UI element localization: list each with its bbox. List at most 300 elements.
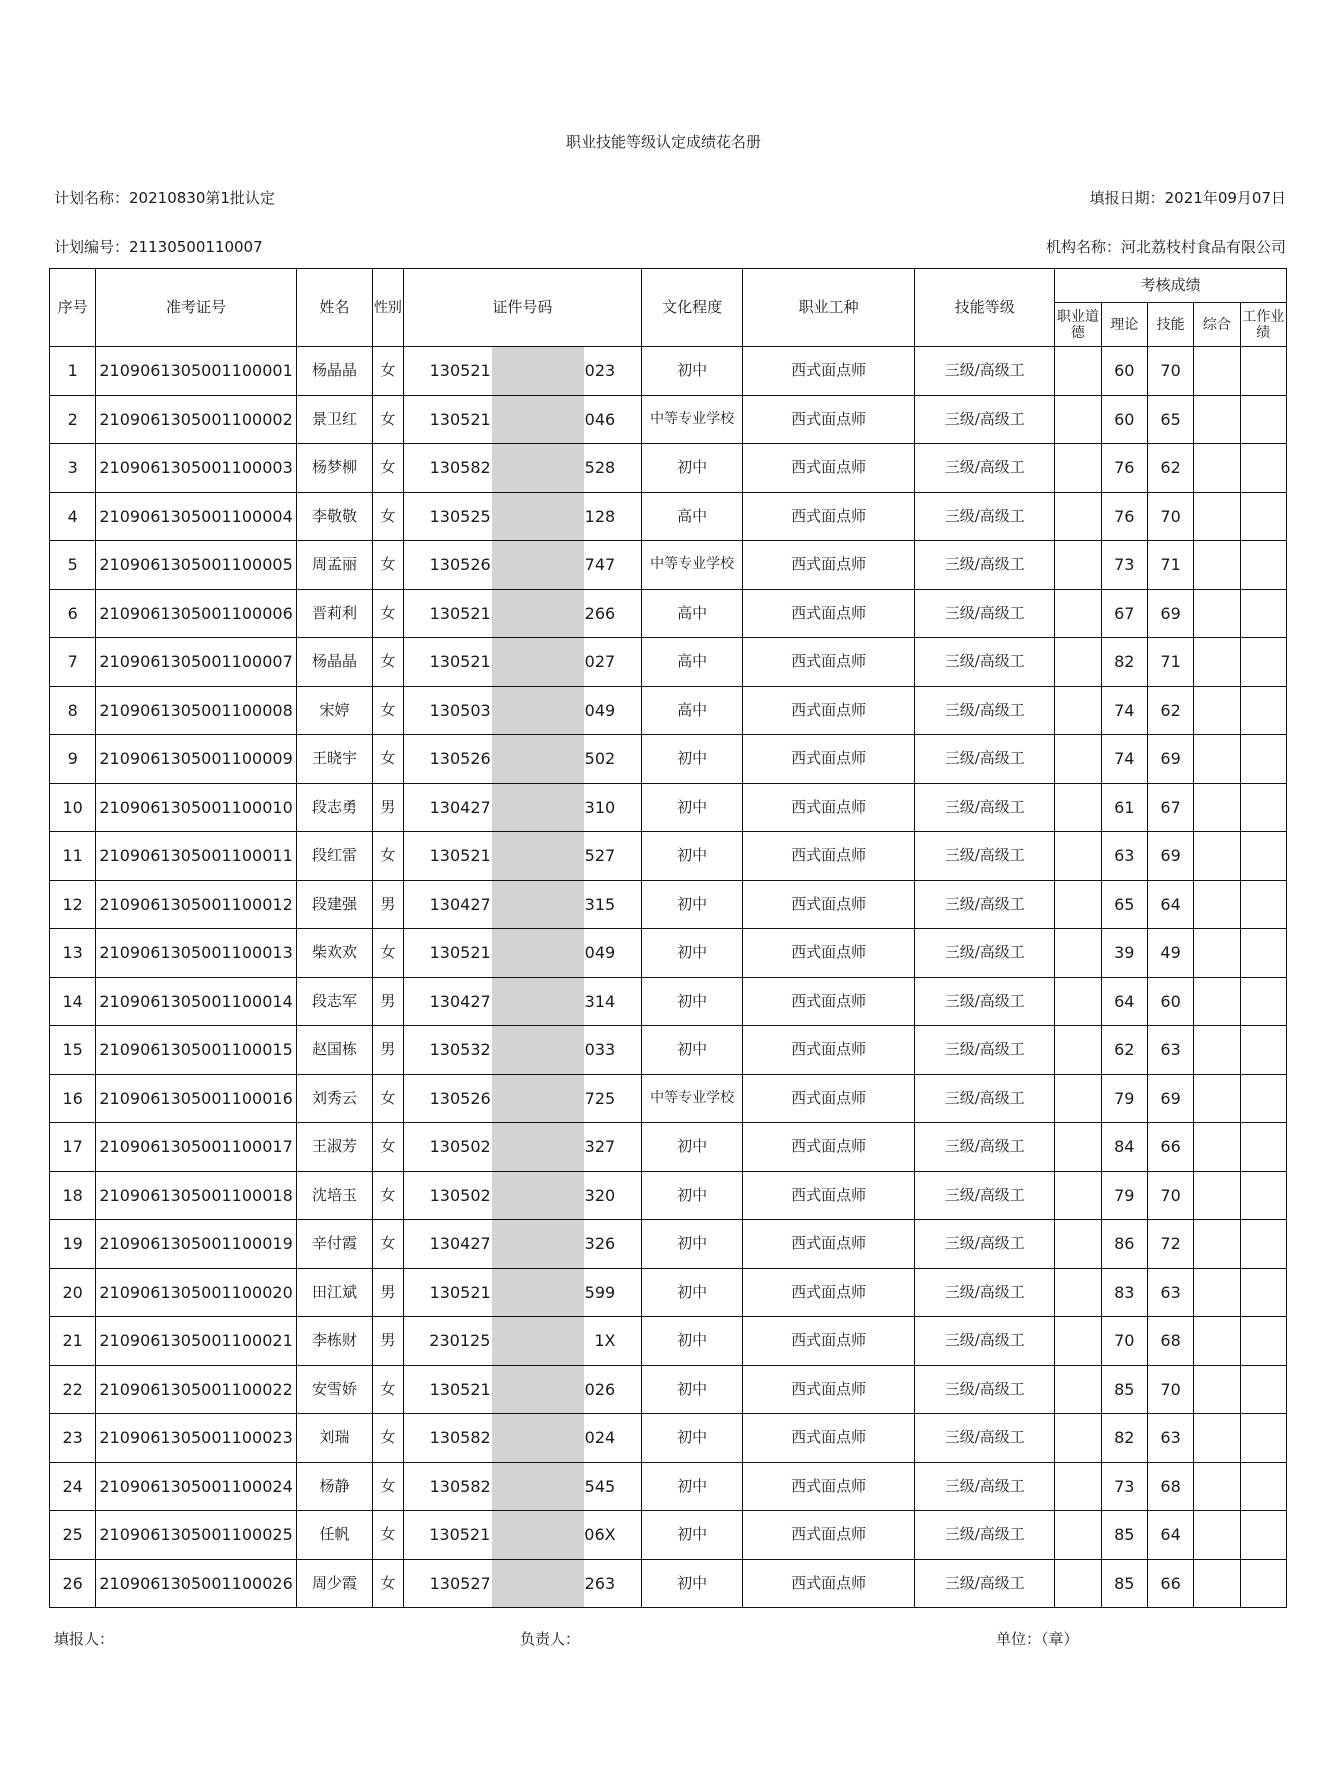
cell-gender: 女 <box>373 832 403 881</box>
cell-overall <box>1194 638 1240 687</box>
cell-name: 杨梦柳 <box>296 444 373 493</box>
header-occupation: 职业工种 <box>743 269 915 347</box>
cell-ethics <box>1055 686 1101 735</box>
cell-seq: 25 <box>50 1511 96 1560</box>
cell-occupation: 西式面点师 <box>743 929 915 978</box>
cell-skill: 69 <box>1147 589 1193 638</box>
cell-gender: 男 <box>373 977 403 1026</box>
cell-seq: 17 <box>50 1123 96 1172</box>
cell-occupation: 西式面点师 <box>743 347 915 396</box>
cell-ethics <box>1055 1462 1101 1511</box>
cell-education: 初中 <box>642 1365 743 1414</box>
cell-id-no <box>403 1123 642 1172</box>
table-row <box>50 1074 1287 1123</box>
id-prefix: 130503 <box>429 700 491 720</box>
cell-ethics <box>1055 1123 1101 1172</box>
cell-seq: 12 <box>50 880 96 929</box>
cell-exam-no: 2109061305001100015 <box>96 1026 296 1075</box>
id-suffix: 599 <box>584 1282 616 1302</box>
plan-name <box>54 187 275 208</box>
org-name <box>1046 236 1286 257</box>
cell-id-no <box>403 1365 642 1414</box>
cell-gender: 女 <box>373 929 403 978</box>
cell-id-no <box>403 347 642 396</box>
cell-id-no <box>403 1559 642 1608</box>
id-suffix: 049 <box>584 943 616 963</box>
id-prefix: 130526 <box>429 1088 491 1108</box>
cell-work <box>1240 1414 1286 1463</box>
cell-name: 杨静 <box>296 1462 373 1511</box>
cell-work <box>1240 395 1286 444</box>
cell-name: 沈培玉 <box>296 1171 373 1220</box>
cell-gender: 女 <box>373 1559 403 1608</box>
id-text <box>430 555 616 574</box>
cell-theory: 60 <box>1101 395 1147 444</box>
id-suffix: 023 <box>584 361 616 381</box>
cell-overall <box>1194 1559 1240 1608</box>
cell-skill: 64 <box>1147 1511 1193 1560</box>
table-row <box>50 929 1287 978</box>
cell-level: 三级/高级工 <box>915 1511 1055 1560</box>
cell-work <box>1240 1317 1286 1366</box>
cell-overall <box>1194 492 1240 541</box>
cell-education: 初中 <box>642 832 743 881</box>
cell-skill: 71 <box>1147 541 1193 590</box>
cell-seq: 10 <box>50 783 96 832</box>
cell-id-no <box>403 735 642 784</box>
id-suffix: 128 <box>584 506 616 526</box>
cell-skill: 63 <box>1147 1414 1193 1463</box>
cell-occupation: 西式面点师 <box>743 977 915 1026</box>
cell-gender: 女 <box>373 1414 403 1463</box>
cell-id-no <box>403 1511 642 1560</box>
cell-ethics <box>1055 832 1101 881</box>
cell-theory: 65 <box>1101 880 1147 929</box>
cell-ethics <box>1055 541 1101 590</box>
cell-occupation: 西式面点师 <box>743 444 915 493</box>
cell-theory: 85 <box>1101 1511 1147 1560</box>
cell-seq: 7 <box>50 638 96 687</box>
cell-ethics <box>1055 977 1101 1026</box>
table-row <box>50 735 1287 784</box>
cell-gender: 女 <box>373 1511 403 1560</box>
org-name-label: 机构名称： <box>1045 238 1121 256</box>
cell-seq: 5 <box>50 541 96 590</box>
cell-education: 初中 <box>642 347 743 396</box>
cell-exam-no: 2109061305001100022 <box>96 1365 296 1414</box>
footer-filler: 填报人： <box>54 1630 115 1648</box>
cell-gender: 女 <box>373 395 403 444</box>
cell-ethics <box>1055 638 1101 687</box>
id-text <box>430 652 616 671</box>
cell-level: 三级/高级工 <box>915 589 1055 638</box>
cell-seq: 6 <box>50 589 96 638</box>
header-work: 工作业绩 <box>1240 303 1286 347</box>
cell-exam-no: 2109061305001100016 <box>96 1074 296 1123</box>
cell-work <box>1240 492 1286 541</box>
table-row <box>50 1511 1287 1560</box>
table-row <box>50 783 1287 832</box>
cell-theory: 73 <box>1101 1462 1147 1511</box>
cell-exam-no: 2109061305001100017 <box>96 1123 296 1172</box>
cell-name: 段红雷 <box>296 832 373 881</box>
table-row <box>50 589 1287 638</box>
cell-gender: 女 <box>373 492 403 541</box>
cell-exam-no: 2109061305001100018 <box>96 1171 296 1220</box>
id-text <box>430 410 616 429</box>
cell-ethics <box>1055 1414 1101 1463</box>
cell-exam-no: 2109061305001100013 <box>96 929 296 978</box>
cell-skill: 63 <box>1147 1268 1193 1317</box>
cell-overall <box>1194 1414 1240 1463</box>
score-roster-table <box>49 268 1287 1608</box>
cell-id-no <box>403 977 642 1026</box>
cell-theory: 74 <box>1101 686 1147 735</box>
cell-education: 初中 <box>642 1317 743 1366</box>
cell-ethics <box>1055 492 1101 541</box>
cell-overall <box>1194 880 1240 929</box>
cell-id-no <box>403 1462 642 1511</box>
cell-level: 三级/高级工 <box>915 347 1055 396</box>
cell-work <box>1240 1365 1286 1414</box>
cell-education: 高中 <box>642 638 743 687</box>
cell-seq: 21 <box>50 1317 96 1366</box>
cell-work <box>1240 783 1286 832</box>
cell-exam-no: 2109061305001100006 <box>96 589 296 638</box>
cell-id-no <box>403 444 642 493</box>
cell-name: 任帆 <box>296 1511 373 1560</box>
table-row <box>50 1220 1287 1269</box>
cell-theory: 86 <box>1101 1220 1147 1269</box>
table-row <box>50 1559 1287 1608</box>
cell-occupation: 西式面点师 <box>743 1026 915 1075</box>
cell-skill: 49 <box>1147 929 1193 978</box>
cell-id-no <box>403 1317 642 1366</box>
id-text <box>429 1525 615 1544</box>
cell-id-no <box>403 832 642 881</box>
table-row <box>50 395 1287 444</box>
cell-ethics <box>1055 395 1101 444</box>
id-suffix: 024 <box>584 1428 616 1448</box>
id-suffix: 747 <box>584 555 616 575</box>
cell-gender: 女 <box>373 444 403 493</box>
cell-name: 宋婷 <box>296 686 373 735</box>
cell-occupation: 西式面点师 <box>743 735 915 784</box>
cell-theory: 39 <box>1101 929 1147 978</box>
cell-exam-no: 2109061305001100009 <box>96 735 296 784</box>
header-name: 姓名 <box>296 269 373 347</box>
cell-seq: 8 <box>50 686 96 735</box>
fill-date <box>1090 187 1286 208</box>
cell-seq: 23 <box>50 1414 96 1463</box>
id-prefix: 130521 <box>429 1379 491 1399</box>
cell-overall <box>1194 783 1240 832</box>
cell-level: 三级/高级工 <box>915 1365 1055 1414</box>
cell-level: 三级/高级工 <box>915 1171 1055 1220</box>
cell-work <box>1240 589 1286 638</box>
cell-gender: 女 <box>373 638 403 687</box>
cell-education: 初中 <box>642 735 743 784</box>
cell-occupation: 西式面点师 <box>743 589 915 638</box>
cell-work <box>1240 929 1286 978</box>
cell-work <box>1240 444 1286 493</box>
plan-number <box>54 236 263 257</box>
cell-work <box>1240 977 1286 1026</box>
id-suffix: 327 <box>584 1137 616 1157</box>
id-prefix: 130427 <box>429 991 491 1011</box>
cell-exam-no: 2109061305001100007 <box>96 638 296 687</box>
id-suffix: 026 <box>584 1379 616 1399</box>
cell-gender: 女 <box>373 589 403 638</box>
cell-level: 三级/高级工 <box>915 1123 1055 1172</box>
id-suffix: 046 <box>584 409 616 429</box>
cell-work <box>1240 1171 1286 1220</box>
cell-education: 初中 <box>642 880 743 929</box>
id-suffix: 06X <box>584 1525 616 1545</box>
cell-skill: 68 <box>1147 1462 1193 1511</box>
cell-education: 高中 <box>642 686 743 735</box>
table-row <box>50 1026 1287 1075</box>
id-prefix: 130502 <box>429 1137 491 1157</box>
cell-level: 三级/高级工 <box>915 1026 1055 1075</box>
cell-level: 三级/高级工 <box>915 1414 1055 1463</box>
cell-level: 三级/高级工 <box>915 1317 1055 1366</box>
cell-name: 景卫红 <box>296 395 373 444</box>
id-prefix: 230125 <box>429 1331 491 1351</box>
header-level: 技能等级 <box>915 269 1055 347</box>
table-row <box>50 492 1287 541</box>
cell-work <box>1240 686 1286 735</box>
id-text <box>430 1283 616 1302</box>
cell-name: 段志军 <box>296 977 373 1026</box>
cell-overall <box>1194 832 1240 881</box>
id-text <box>430 701 616 720</box>
cell-occupation: 西式面点师 <box>743 541 915 590</box>
cell-level: 三级/高级工 <box>915 1074 1055 1123</box>
id-suffix: 326 <box>584 1234 616 1254</box>
cell-education: 高中 <box>642 492 743 541</box>
cell-overall <box>1194 541 1240 590</box>
table-row <box>50 1317 1287 1366</box>
cell-occupation: 西式面点师 <box>743 1365 915 1414</box>
cell-seq: 16 <box>50 1074 96 1123</box>
cell-name: 刘秀云 <box>296 1074 373 1123</box>
header-education: 文化程度 <box>642 269 743 347</box>
cell-skill: 60 <box>1147 977 1193 1026</box>
cell-work <box>1240 1511 1286 1560</box>
cell-gender: 女 <box>373 1123 403 1172</box>
cell-level: 三级/高级工 <box>915 977 1055 1026</box>
cell-ethics <box>1055 783 1101 832</box>
cell-theory: 82 <box>1101 1414 1147 1463</box>
header-seq: 序号 <box>50 269 96 347</box>
cell-education: 初中 <box>642 1123 743 1172</box>
cell-ethics <box>1055 444 1101 493</box>
cell-ethics <box>1055 880 1101 929</box>
cell-theory: 61 <box>1101 783 1147 832</box>
cell-skill: 70 <box>1147 1365 1193 1414</box>
cell-education: 中等专业学校 <box>642 395 743 444</box>
cell-skill: 65 <box>1147 395 1193 444</box>
cell-education: 中等专业学校 <box>642 541 743 590</box>
cell-occupation: 西式面点师 <box>743 1462 915 1511</box>
cell-id-no <box>403 929 642 978</box>
cell-id-no <box>403 1026 642 1075</box>
cell-overall <box>1194 1365 1240 1414</box>
cell-occupation: 西式面点师 <box>743 1511 915 1560</box>
cell-skill: 69 <box>1147 735 1193 784</box>
cell-seq: 26 <box>50 1559 96 1608</box>
id-text <box>430 1380 616 1399</box>
cell-skill: 67 <box>1147 783 1193 832</box>
cell-seq: 19 <box>50 1220 96 1269</box>
cell-level: 三级/高级工 <box>915 1559 1055 1608</box>
cell-overall <box>1194 444 1240 493</box>
cell-name: 王淑芳 <box>296 1123 373 1172</box>
id-suffix: 027 <box>584 652 616 672</box>
cell-exam-no: 2109061305001100005 <box>96 541 296 590</box>
cell-education: 初中 <box>642 977 743 1026</box>
cell-education: 初中 <box>642 1171 743 1220</box>
cell-exam-no: 2109061305001100025 <box>96 1511 296 1560</box>
plan-name-value: 20210830第1批认定 <box>129 189 275 207</box>
table-row <box>50 1462 1287 1511</box>
cell-work <box>1240 1462 1286 1511</box>
cell-work <box>1240 541 1286 590</box>
cell-theory: 76 <box>1101 492 1147 541</box>
id-suffix: 528 <box>584 458 616 478</box>
cell-level: 三级/高级工 <box>915 929 1055 978</box>
cell-education: 初中 <box>642 1414 743 1463</box>
id-prefix: 130427 <box>429 1234 491 1254</box>
cell-ethics <box>1055 1268 1101 1317</box>
header-ethics: 职业道德 <box>1055 303 1101 347</box>
cell-seq: 3 <box>50 444 96 493</box>
cell-gender: 男 <box>373 1317 403 1366</box>
id-text <box>430 507 616 526</box>
cell-work <box>1240 880 1286 929</box>
cell-name: 田江斌 <box>296 1268 373 1317</box>
id-text <box>430 846 616 865</box>
cell-overall <box>1194 1268 1240 1317</box>
cell-work <box>1240 1559 1286 1608</box>
cell-seq: 13 <box>50 929 96 978</box>
cell-skill: 70 <box>1147 347 1193 396</box>
cell-ethics <box>1055 1559 1101 1608</box>
cell-overall <box>1194 1220 1240 1269</box>
cell-gender: 男 <box>373 880 403 929</box>
id-prefix: 130582 <box>429 1428 491 1448</box>
cell-education: 初中 <box>642 1220 743 1269</box>
cell-ethics <box>1055 1317 1101 1366</box>
id-suffix: 320 <box>584 1185 616 1205</box>
footer-unit: 单位：（章） <box>996 1630 1079 1648</box>
cell-name: 杨晶晶 <box>296 347 373 396</box>
cell-ethics <box>1055 1511 1101 1560</box>
id-text <box>430 604 616 623</box>
table-row <box>50 1414 1287 1463</box>
cell-name: 周少霞 <box>296 1559 373 1608</box>
cell-occupation: 西式面点师 <box>743 1559 915 1608</box>
cell-education: 初中 <box>642 1026 743 1075</box>
cell-occupation: 西式面点师 <box>743 1220 915 1269</box>
id-text <box>430 1186 616 1205</box>
cell-overall <box>1194 735 1240 784</box>
cell-skill: 62 <box>1147 444 1193 493</box>
cell-ethics <box>1055 1171 1101 1220</box>
cell-occupation: 西式面点师 <box>743 832 915 881</box>
cell-level: 三级/高级工 <box>915 686 1055 735</box>
id-text <box>430 1428 616 1447</box>
cell-skill: 66 <box>1147 1123 1193 1172</box>
header-overall: 综合 <box>1194 303 1240 347</box>
cell-seq: 18 <box>50 1171 96 1220</box>
cell-skill: 63 <box>1147 1026 1193 1075</box>
id-suffix: 545 <box>584 1476 616 1496</box>
id-prefix: 130532 <box>429 1040 491 1060</box>
cell-work <box>1240 1220 1286 1269</box>
plan-number-value: 21130500110007 <box>129 238 263 256</box>
id-prefix: 130521 <box>429 603 491 623</box>
cell-gender: 女 <box>373 347 403 396</box>
id-prefix: 130525 <box>429 506 491 526</box>
cell-name: 段建强 <box>296 880 373 929</box>
cell-overall <box>1194 1462 1240 1511</box>
table-row <box>50 1123 1287 1172</box>
id-text <box>430 361 616 380</box>
header-gender: 性别 <box>373 269 403 347</box>
cell-gender: 女 <box>373 735 403 784</box>
plan-number-label: 计划编号： <box>54 238 130 256</box>
header-scores: 考核成绩 <box>1055 269 1287 303</box>
cell-theory: 74 <box>1101 735 1147 784</box>
footer-responsible: 负责人： <box>520 1630 581 1648</box>
cell-theory: 84 <box>1101 1123 1147 1172</box>
id-text <box>430 1574 616 1593</box>
cell-skill: 64 <box>1147 880 1193 929</box>
cell-occupation: 西式面点师 <box>743 638 915 687</box>
cell-theory: 79 <box>1101 1074 1147 1123</box>
id-suffix: 049 <box>584 700 616 720</box>
cell-occupation: 西式面点师 <box>743 1317 915 1366</box>
header-skill: 技能 <box>1147 303 1193 347</box>
cell-seq: 4 <box>50 492 96 541</box>
id-prefix: 130427 <box>429 894 491 914</box>
cell-exam-no: 2109061305001100011 <box>96 832 296 881</box>
id-suffix: 502 <box>584 749 616 769</box>
id-text <box>430 458 616 477</box>
id-suffix: 1X <box>594 1331 616 1351</box>
cell-work <box>1240 1026 1286 1075</box>
cell-skill: 70 <box>1147 1171 1193 1220</box>
cell-name: 赵国栋 <box>296 1026 373 1075</box>
cell-seq: 14 <box>50 977 96 1026</box>
cell-overall <box>1194 589 1240 638</box>
id-text <box>430 992 616 1011</box>
cell-theory: 63 <box>1101 832 1147 881</box>
cell-exam-no: 2109061305001100008 <box>96 686 296 735</box>
id-prefix: 130521 <box>429 409 491 429</box>
cell-theory: 82 <box>1101 638 1147 687</box>
cell-theory: 62 <box>1101 1026 1147 1075</box>
id-text <box>430 798 616 817</box>
fill-date-label: 填报日期： <box>1089 189 1165 207</box>
id-prefix: 130521 <box>429 1525 491 1545</box>
cell-work <box>1240 832 1286 881</box>
id-prefix: 130526 <box>429 749 491 769</box>
header-id-no: 证件号码 <box>403 269 642 347</box>
id-text <box>430 1040 616 1059</box>
